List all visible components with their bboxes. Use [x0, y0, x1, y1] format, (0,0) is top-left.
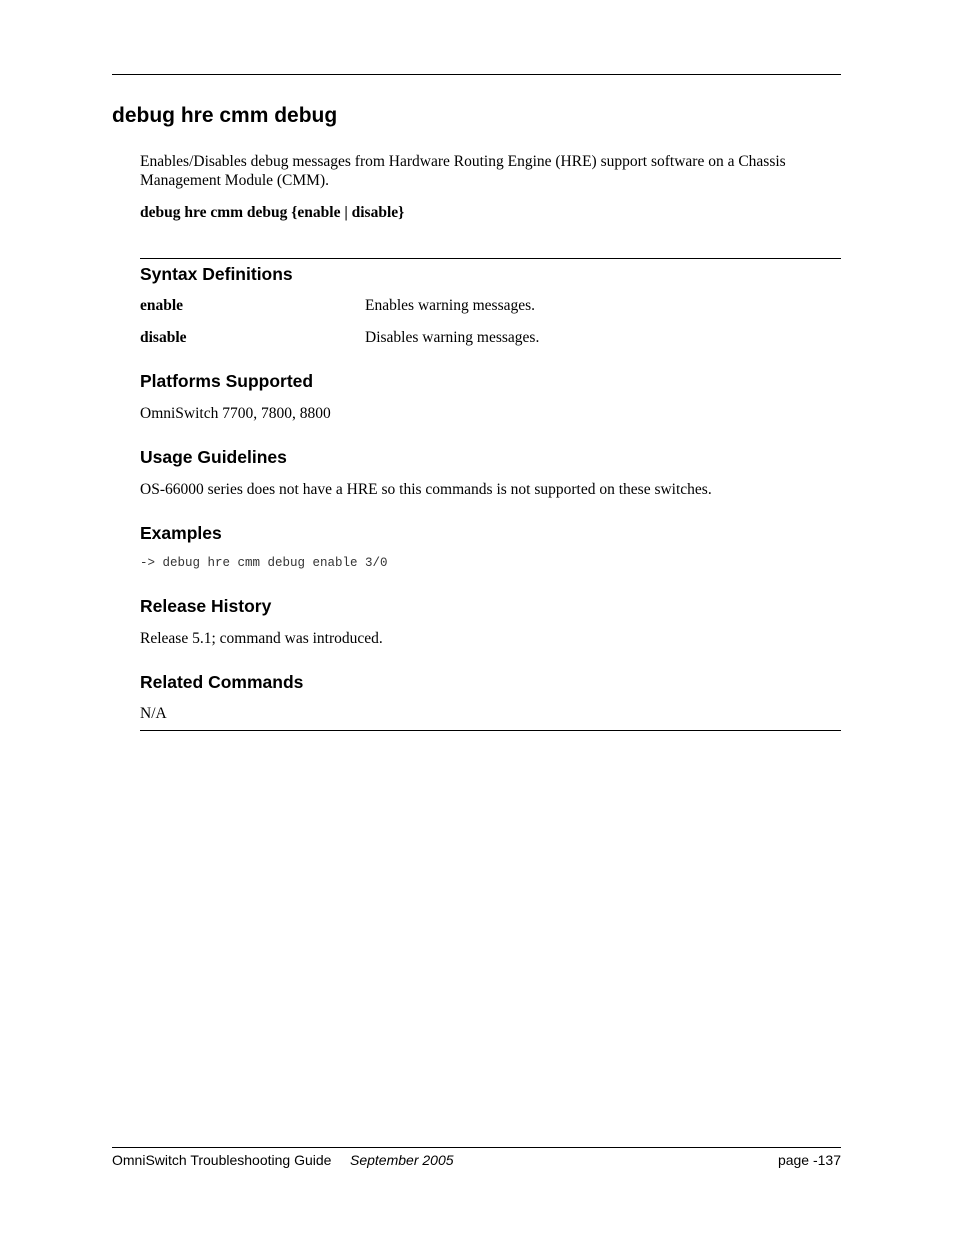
description: Enables/Disables debug messages from Hardware Routing Engine (HRE) support software on a Chassis Management Module (CMM).	[140, 153, 786, 189]
example-code: -> debug hre cmm debug enable 3/0	[140, 556, 388, 570]
syntax-line: debug hre cmm debug {enable | disable}	[140, 204, 405, 221]
top-rule	[112, 74, 841, 75]
definition-disable: Disables warning messages.	[365, 329, 540, 346]
footer-date: September 2005	[350, 1152, 454, 1168]
related-commands-heading: Related Commands	[140, 672, 304, 692]
footer-guide-title: OmniSwitch Troubleshooting Guide	[112, 1152, 332, 1168]
platforms-text: OmniSwitch 7700, 7800, 8800	[140, 405, 331, 422]
footer-page-number: page -137	[777, 1152, 841, 1168]
examples-heading: Examples	[140, 523, 222, 543]
release-history-text: Release 5.1; command was introduced.	[140, 630, 383, 647]
definition-enable: Enables warning messages.	[365, 297, 536, 314]
footer-rule	[112, 1147, 841, 1148]
usage-text: OS-66000 series does not have a HRE so this commands is not supported on these switches.	[140, 481, 712, 498]
syntax-definitions-heading: Syntax Definitions	[140, 264, 293, 284]
page-title: debug hre cmm debug	[112, 104, 338, 127]
platforms-heading: Platforms Supported	[140, 371, 314, 391]
term-enable: enable	[140, 297, 184, 314]
syntax-rule	[140, 258, 841, 259]
usage-heading: Usage Guidelines	[140, 447, 287, 467]
release-history-heading: Release History	[140, 596, 272, 616]
related-commands-text: N/A	[140, 705, 167, 722]
term-disable: disable	[140, 329, 187, 346]
section-end-rule	[140, 730, 841, 731]
